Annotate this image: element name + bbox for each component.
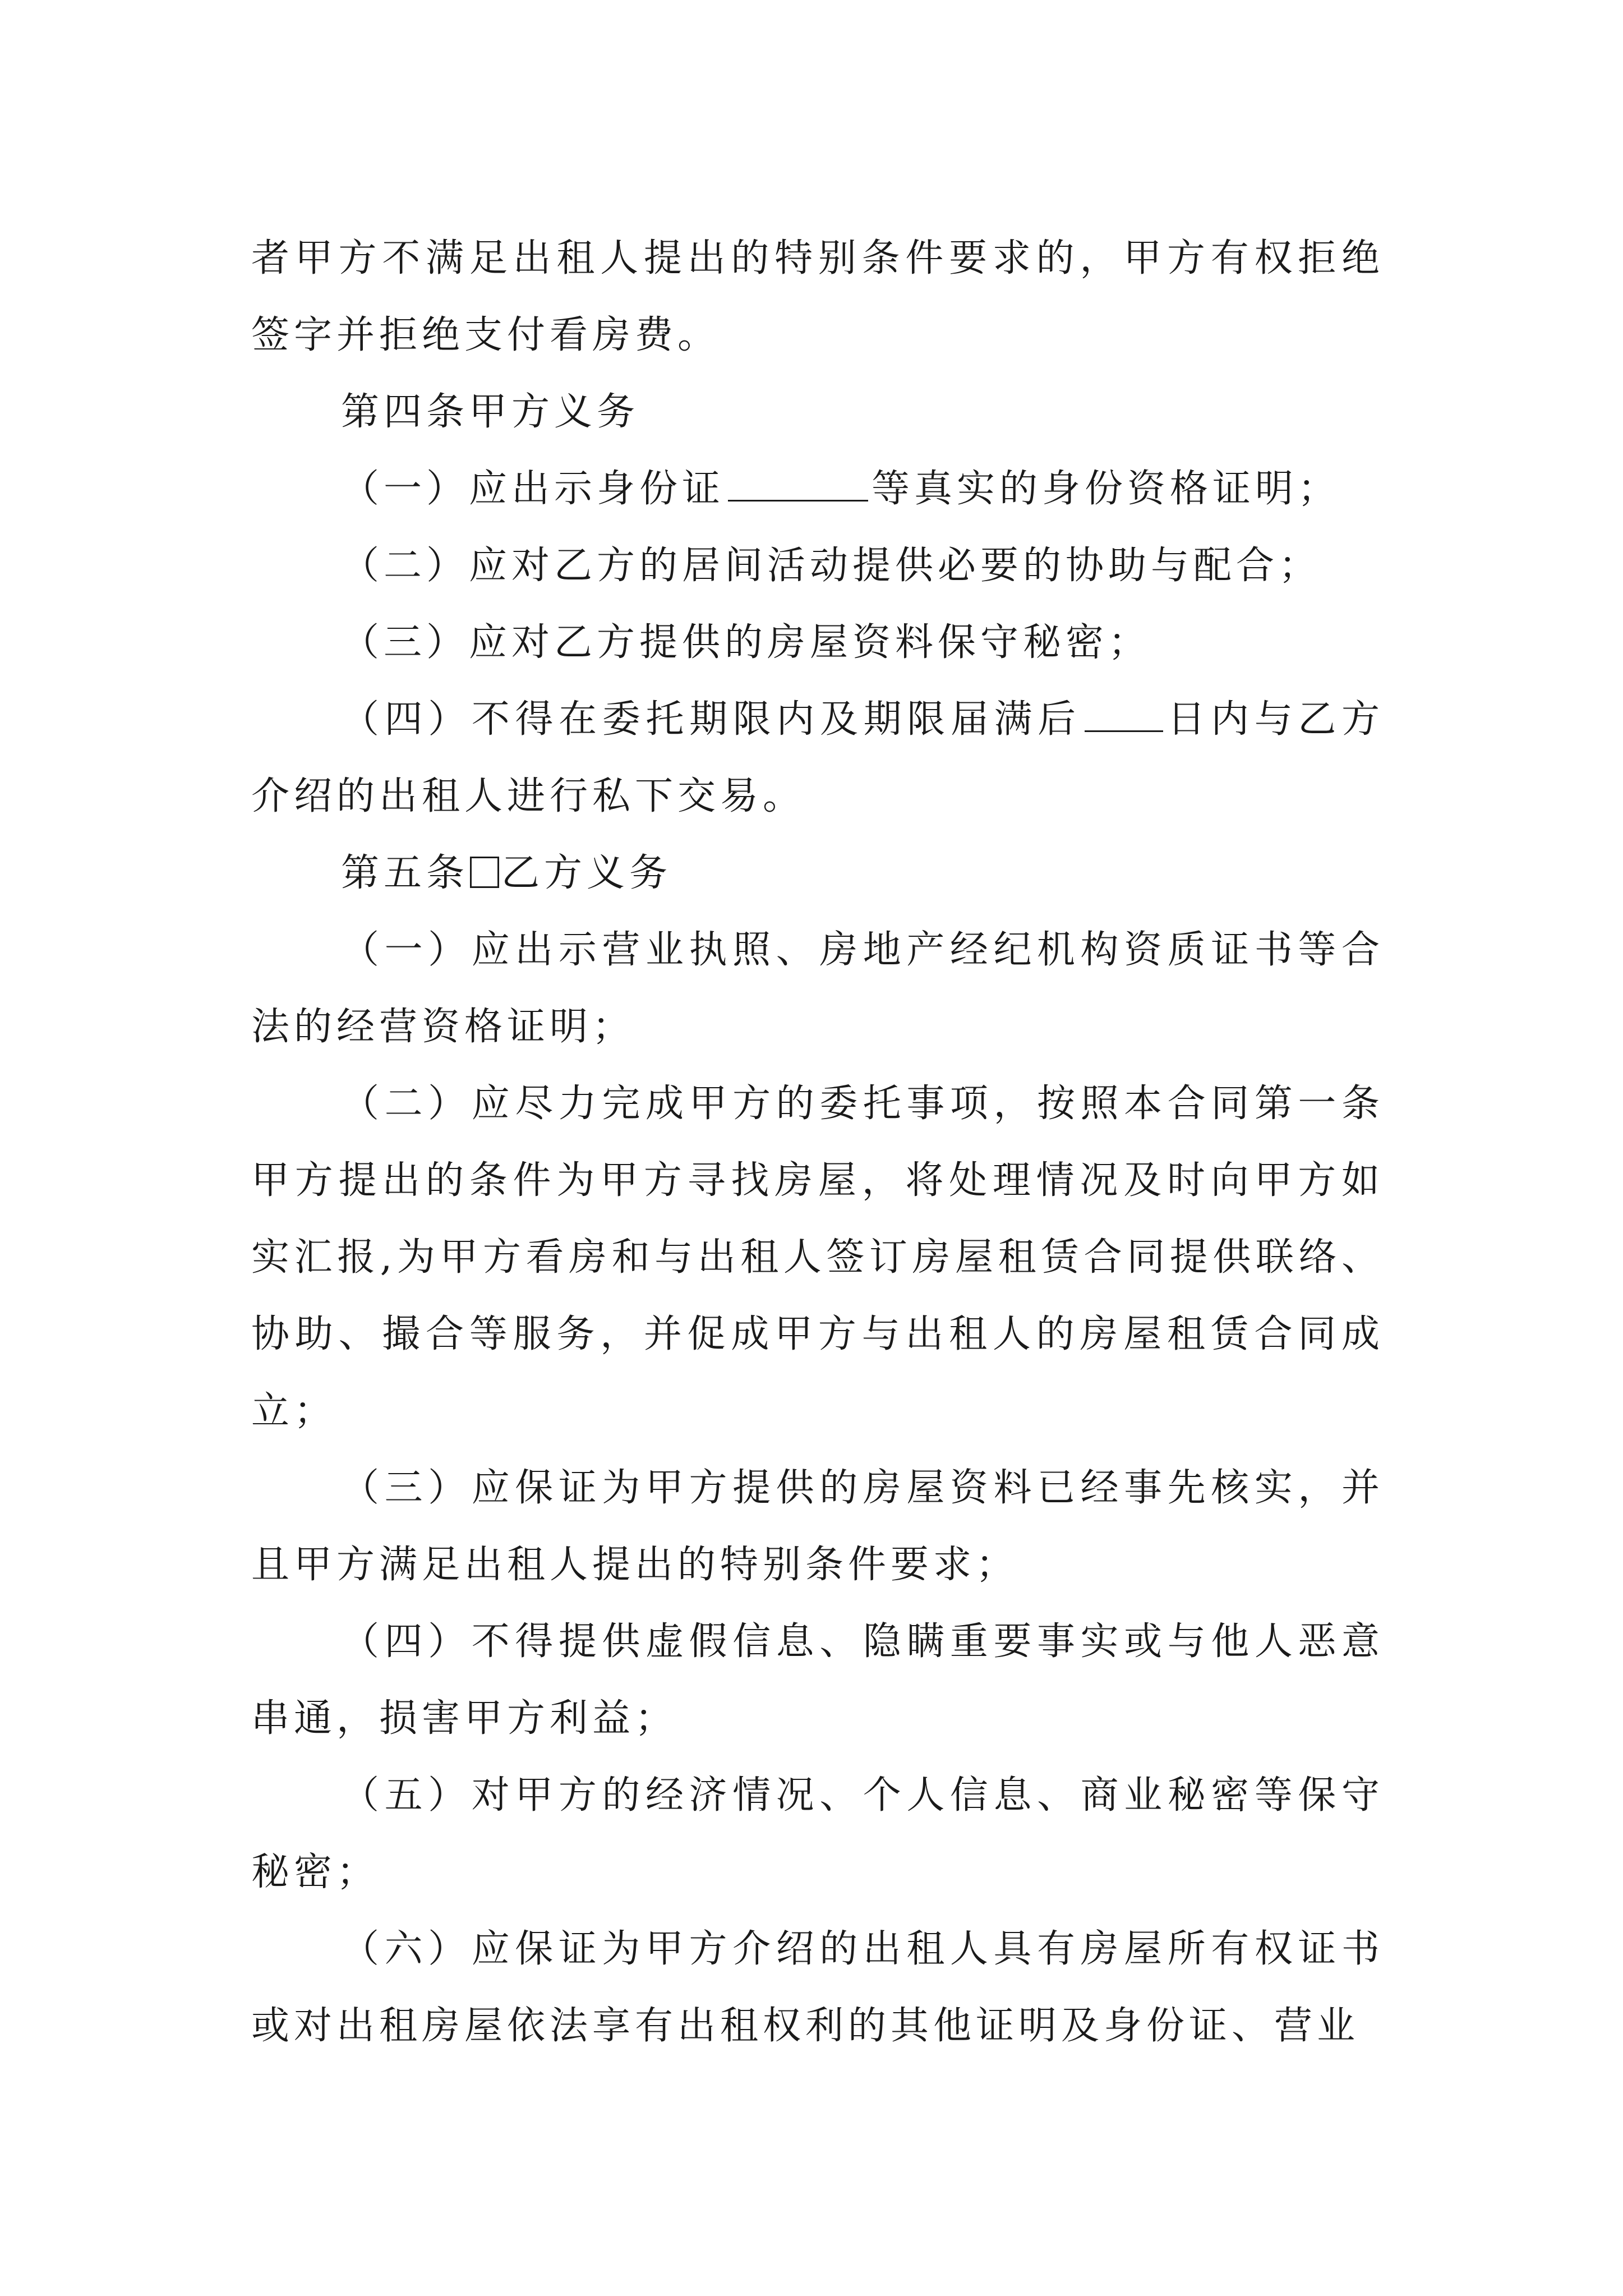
paragraph-continuation: 者甲方不满足出租人提出的特别条件要求的，甲方有权拒绝签字并拒绝支付看房费。 (251, 236, 1384, 357)
checkbox-square-icon (470, 857, 499, 888)
article-4-item-4-text-a: （四）不得在委托期限内及期限届满后 (341, 697, 1081, 742)
article-4-item-1 (251, 450, 1384, 527)
article-4-item-4-text-b: 日内与乙方介绍的出租人进行私下交易。 (251, 697, 1384, 818)
article-5-title (251, 835, 1384, 912)
id-document-blank (728, 465, 868, 501)
article-5-item-5: （五）对甲方的经济情况、个人信息、商业秘密等保守秘密； (251, 1773, 1384, 1894)
article-4-item-1-text-b: 等真实的身份资格证明； (872, 467, 1341, 511)
article-5-item-1: （一）应出示营业执照、房地产经纪机构资质证书等合法的经营资格证明； (251, 928, 1384, 1049)
article-4-title: 第四条甲方义务 (341, 390, 640, 434)
article-5-item-6: （六）应保证为甲方介绍的出租人具有房屋所有权证书或对出租房屋依法享有出租权利的其他证明及身份证、营业 (251, 1927, 1384, 2048)
article-4-item-3: （三）应对乙方提供的房屋资料保守秘密； (341, 620, 1151, 665)
article-4-item-4 (251, 681, 1384, 835)
article-4-item-1-text-a: （一）应出示身份证 (341, 467, 725, 511)
article-5-item-3: （三）应保证为甲方提供的房屋资料已经事先核实，并且甲方满足出租人提出的特别条件要求； (251, 1466, 1384, 1587)
article-5-title-b: 乙方义务 (501, 851, 672, 895)
article-5-item-4: （四）不得提供虚假信息、隐瞒重要事实或与他人恶意串通，损害甲方利益； (251, 1619, 1384, 1741)
days-blank (1085, 696, 1163, 732)
article-5-item-2: （二）应尽力完成甲方的委托事项，按照本合同第一条甲方提出的条件为甲方寻找房屋，将处理情况及时向甲方如实汇报,为甲方看房和与出租人签订房屋租赁合同提供联络、协助、撮合等服务，并促成甲方与出租人的房屋租赁合同成立； (251, 1082, 1384, 1433)
article-5-title-a: 第五条 (341, 851, 469, 895)
article-4-item-2: （二）应对乙方的居间活动提供必要的协助与配合； (341, 544, 1322, 588)
document-body (251, 220, 1384, 2064)
